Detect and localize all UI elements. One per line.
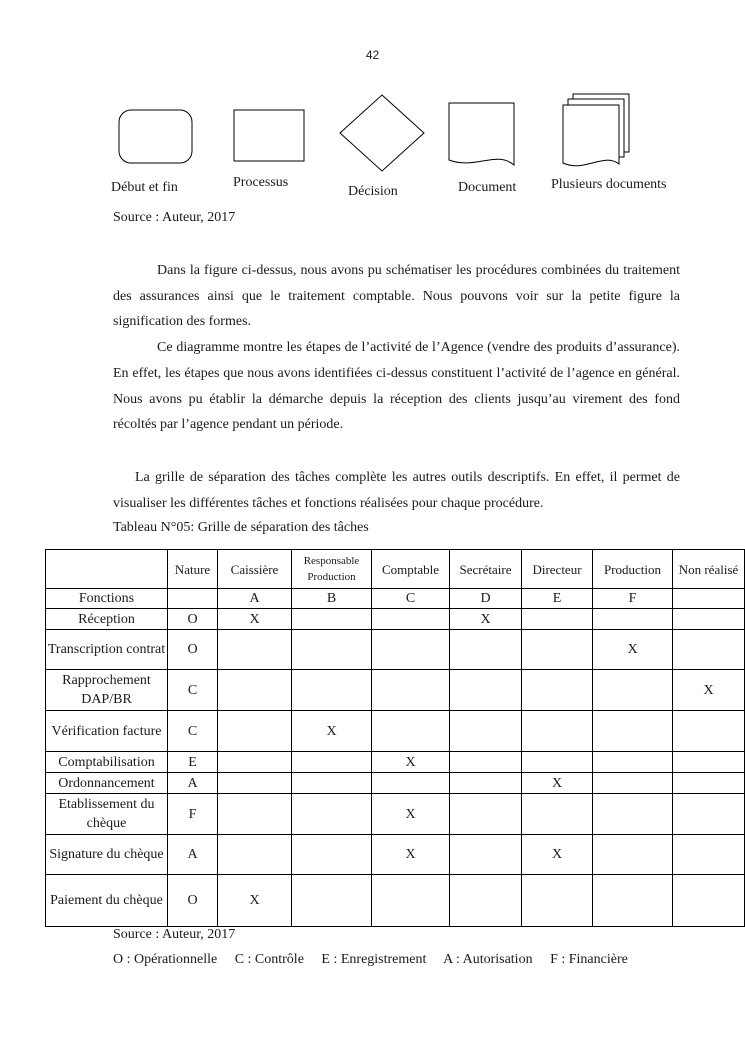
table-cell <box>450 752 522 773</box>
table-cell <box>673 875 745 927</box>
header-cell: Directeur <box>522 550 593 589</box>
legend-item: C : Contrôle <box>234 952 304 967</box>
legend-item: O : Opérationnelle <box>113 952 218 967</box>
table-row <box>46 630 745 670</box>
paragraph-1: Dans la figure ci-dessus, nous avons pu schématiser les procédures combinées du traitement des assurances ainsi que le traitement comptable. Nous pouvons voir sur la petite figure la signification des formes. <box>113 263 680 330</box>
body-text-1 <box>113 258 680 438</box>
table-cell <box>292 670 372 711</box>
start-end-shape <box>119 110 192 163</box>
table-row <box>46 609 745 630</box>
row-label-cell: Comptabilisation <box>46 752 168 773</box>
header-cell: Responsable Production <box>292 550 372 589</box>
table-cell <box>218 794 292 835</box>
table-cell <box>450 773 522 794</box>
table-cell: C <box>372 589 450 609</box>
decision-shape <box>340 95 424 171</box>
table-cell <box>218 835 292 875</box>
table-cell <box>522 752 593 773</box>
table-cell: A <box>218 589 292 609</box>
table-cell <box>292 609 372 630</box>
table-cell <box>292 794 372 835</box>
table-cell <box>218 752 292 773</box>
process-label: Processus <box>233 175 289 190</box>
row-label-cell: Ordonnancement <box>46 773 168 794</box>
row-label-cell: Signature du chèque <box>46 835 168 875</box>
table-cell <box>372 609 450 630</box>
table-cell <box>522 875 593 927</box>
table-cell: X <box>218 875 292 927</box>
header-cell: Secrétaire <box>450 550 522 589</box>
multi-document-shape <box>563 94 629 166</box>
table-cell <box>450 630 522 670</box>
row-label-cell: Réception <box>46 609 168 630</box>
table-row <box>46 670 745 711</box>
legend-item: E : Enregistrement <box>321 952 427 967</box>
table-cell <box>372 773 450 794</box>
row-label-cell: Vérification facture <box>46 711 168 752</box>
table-cell <box>218 773 292 794</box>
table-cell <box>522 794 593 835</box>
table-cell <box>292 773 372 794</box>
table-cell: X <box>372 835 450 875</box>
table-cell: C <box>168 711 218 752</box>
table-cell: C <box>168 670 218 711</box>
table-cell <box>593 875 673 927</box>
table-cell: O <box>168 630 218 670</box>
table-source: Source : Auteur, 2017 <box>113 927 236 942</box>
multi-document-label: Plusieurs documents <box>551 177 667 192</box>
task-separation-table <box>45 549 745 927</box>
table-row <box>46 589 745 609</box>
row-label-cell: Transcription contrat <box>46 630 168 670</box>
table-cell: X <box>218 609 292 630</box>
table-cell <box>522 670 593 711</box>
header-cell: Nature <box>168 550 218 589</box>
table-cell: O <box>168 875 218 927</box>
document-label: Document <box>458 180 517 195</box>
header-cell: Non réalisé <box>673 550 745 589</box>
table-cell: X <box>673 670 745 711</box>
legend-item: A : Autorisation <box>443 952 533 967</box>
table-cell <box>593 609 673 630</box>
table-cell <box>218 670 292 711</box>
table-cell <box>593 670 673 711</box>
table-cell <box>450 835 522 875</box>
table-cell: X <box>593 630 673 670</box>
table-cell <box>673 752 745 773</box>
table-cell: E <box>522 589 593 609</box>
table-row <box>46 835 745 875</box>
table-cell: D <box>450 589 522 609</box>
table-cell <box>673 794 745 835</box>
table-cell: X <box>450 609 522 630</box>
table-cell <box>673 773 745 794</box>
table-cell: E <box>168 752 218 773</box>
table-cell <box>673 630 745 670</box>
table-header-row <box>46 550 745 589</box>
table-cell <box>450 875 522 927</box>
table-cell: B <box>292 589 372 609</box>
table-cell: X <box>522 773 593 794</box>
table-cell <box>522 711 593 752</box>
table-cell: X <box>372 794 450 835</box>
legend-item: F : Financière <box>550 952 628 967</box>
document-shape <box>449 103 514 165</box>
table-cell: O <box>168 609 218 630</box>
table-cell <box>450 794 522 835</box>
table-cell <box>673 835 745 875</box>
table-cell <box>673 711 745 752</box>
table-cell <box>522 609 593 630</box>
row-label-cell: Rapprochement DAP/BR <box>46 670 168 711</box>
figure-source: Source : Auteur, 2017 <box>113 210 236 225</box>
table-cell: X <box>522 835 593 875</box>
row-label-cell: Etablissement du chèque <box>46 794 168 835</box>
table-cell <box>372 711 450 752</box>
table-cell <box>292 835 372 875</box>
header-cell: Caissière <box>218 550 292 589</box>
table-cell <box>292 630 372 670</box>
table-cell <box>218 630 292 670</box>
table-cell <box>372 875 450 927</box>
table-cell: F <box>168 794 218 835</box>
table-cell <box>593 752 673 773</box>
table-cell <box>218 711 292 752</box>
page-number: 42 <box>365 48 380 62</box>
table-caption: Tableau N°05: Grille de séparation des tâches <box>113 520 369 535</box>
table-cell: A <box>168 835 218 875</box>
table-row <box>46 794 745 835</box>
table-cell <box>593 711 673 752</box>
table-cell: X <box>372 752 450 773</box>
table-row <box>46 752 745 773</box>
paragraph-2: Ce diagramme montre les étapes de l’activité de l’Agence (vendre des produits d’assurance). En effet, les étapes que nous avons identifiées ci-dessus constituent l’activité de l’agence en général. Nous avons pu établir la démarche depuis la réception des clients jusqu’au virement des fond récoltés par l’agence pendant un période. <box>113 340 680 433</box>
header-cell: Production <box>593 550 673 589</box>
process-shape <box>234 110 304 161</box>
table-cell <box>168 589 218 609</box>
table-cell <box>593 773 673 794</box>
table-row <box>46 711 745 752</box>
start-end-label: Début et fin <box>111 180 178 195</box>
row-label-cell: Fonctions <box>46 589 168 609</box>
table-cell <box>292 875 372 927</box>
body-text-2 <box>113 465 680 516</box>
legend <box>113 952 642 968</box>
table-cell: X <box>292 711 372 752</box>
table-cell <box>450 711 522 752</box>
table-row <box>46 773 745 794</box>
header-cell <box>46 550 168 589</box>
table-cell <box>450 670 522 711</box>
paragraph-3: La grille de séparation des tâches complète les autres outils descriptifs. En effet, il permet de visualiser les différentes tâches et fonctions réalisées pour chaque procédure. <box>113 470 680 511</box>
table-cell <box>372 630 450 670</box>
table-cell: F <box>593 589 673 609</box>
table-cell <box>593 835 673 875</box>
row-label-cell: Paiement du chèque <box>46 875 168 927</box>
table-cell <box>673 609 745 630</box>
table-cell <box>292 752 372 773</box>
table-cell <box>593 794 673 835</box>
table-row <box>46 875 745 927</box>
header-cell: Comptable <box>372 550 450 589</box>
table-cell <box>673 589 745 609</box>
decision-label: Décision <box>348 184 398 199</box>
table-cell: A <box>168 773 218 794</box>
table-cell <box>372 670 450 711</box>
table-cell <box>522 630 593 670</box>
